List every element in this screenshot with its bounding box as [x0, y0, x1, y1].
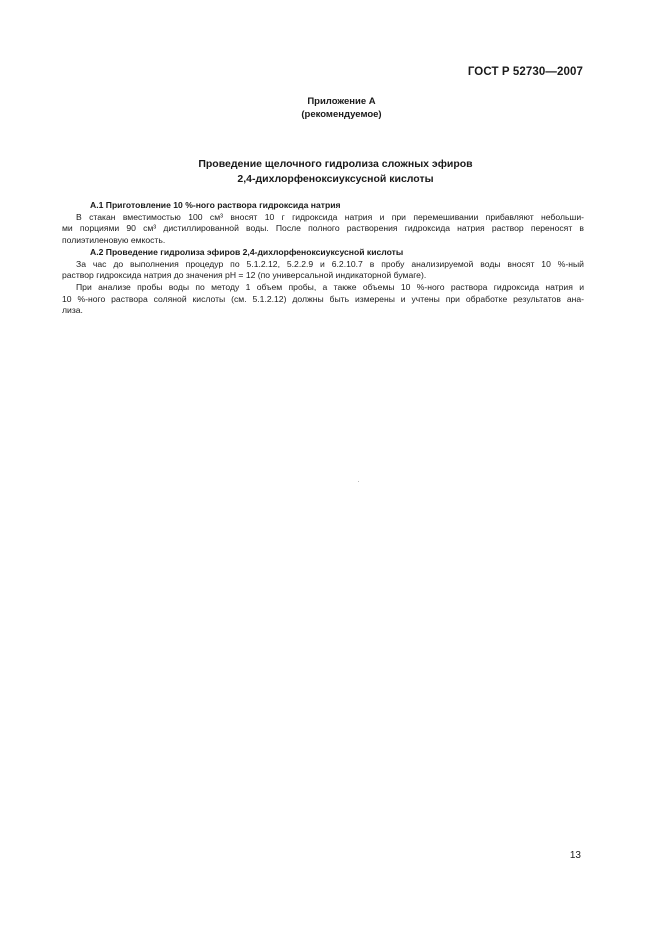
appendix-status: (рекомендуемое): [301, 109, 382, 120]
appendix-title: [0, 157, 661, 187]
appendix-heading: [0, 95, 661, 121]
section-a1-line-3: полиэтиленовую емкость.: [62, 235, 166, 246]
section-a2-line-4: 10 %-ного раствора соляной кислоты (см. 5.1.2.12) должны быть измерены и учтены при обработке результатов ана-: [62, 293, 584, 304]
section-a2-line-1: За час до выполнения процедур по 5.1.2.12, 5.2.2.9 и 6.2.10.7 в пробу анализируемой воды вносят 10 %-ный: [76, 258, 584, 269]
section-a1-line-2: ми порциями 90 см³ дистиллированной воды. После полного растворения гидроксида натрия раствор переносят в: [62, 223, 584, 234]
scan-speck: [358, 481, 359, 482]
appendix-title-line-2: 2,4-дихлорфеноксиуксусной кислоты: [237, 173, 434, 185]
appendix-body: [62, 200, 584, 317]
appendix-title-line-1: Проведение щелочного гидролиза сложных эфиров: [198, 158, 473, 170]
section-a2-line-2: раствор гидроксида натрия до значения pH = 12 (по универсальной индикаторной бумаге).: [62, 270, 427, 281]
page-number: 13: [569, 850, 581, 861]
section-a1-line-1: В стакан вместимостью 100 см³ вносят 10 г гидроксида натрия и при перемешивании прибавляют небольши-: [76, 211, 584, 222]
appendix-label: Приложение А: [307, 96, 376, 107]
document-code-header: ГОСТ Р 52730—2007: [467, 66, 583, 78]
section-a1-heading: А.1 Приготовление 10 %-ного раствора гидроксида натрия: [90, 200, 341, 210]
section-a2-line-3: При анализе пробы воды по методу 1 объем пробы, а также объемы 10 %-ного раствора гидроксида натрия и: [76, 281, 584, 292]
section-a2-heading: А.2 Проведение гидролиза эфиров 2,4-дихлорфеноксиуксусной кислоты: [90, 246, 404, 257]
section-a2-line-5: лиза.: [62, 305, 83, 316]
